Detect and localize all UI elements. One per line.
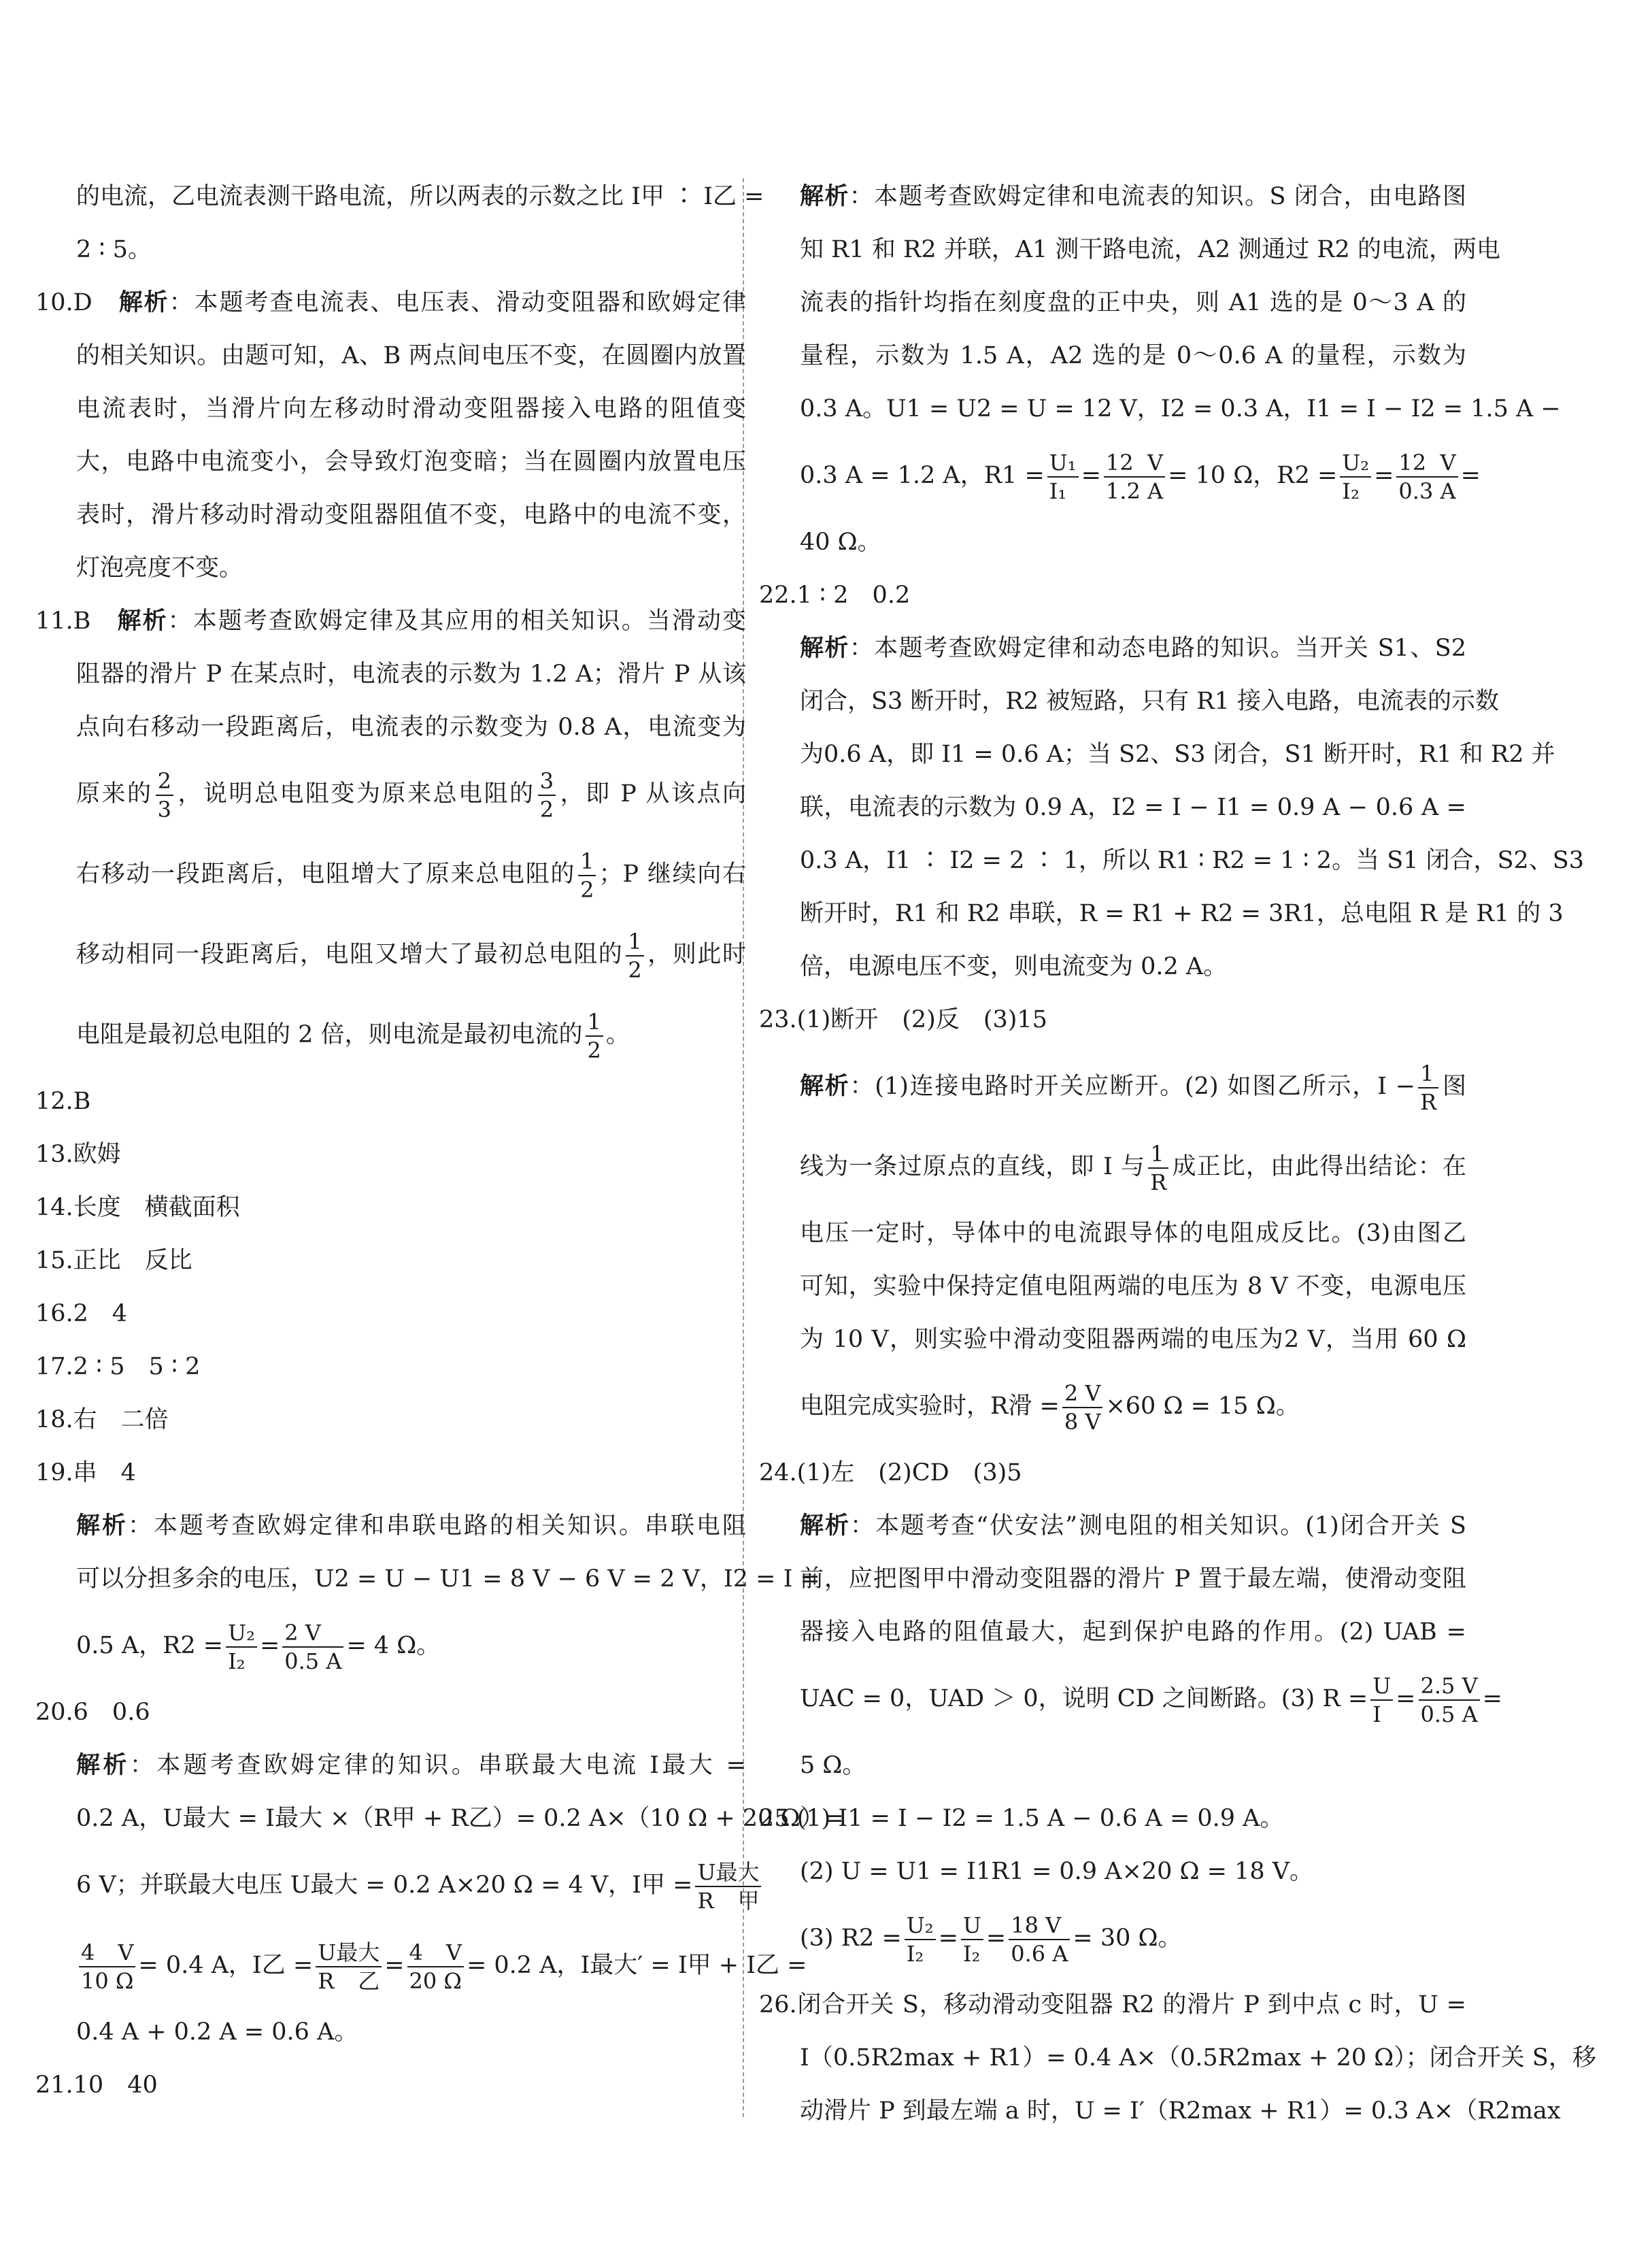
answer-25: 25.(1) I1 = I − I2 = 1.5 A − 0.6 A = 0.9 A。 [759, 1805, 1284, 1832]
fraction: $\frac{U}{I}$ [1370, 1672, 1393, 1728]
analysis-label: 解析 [76, 1512, 128, 1540]
text-line: 大，电路中电流变小，会导致灯泡变暗；当在圆圈内放置电压 [76, 448, 746, 476]
text-line: 线为一条过原点的直线，即 I 与 $\frac{1}{R}$ 成正比，由此得出结论：在 [800, 1140, 1466, 1195]
analysis-label: 解析 [800, 1512, 851, 1540]
answer-26: 26.闭合开关 S，移动滑动变阻器 R2 的滑片 P 到中点 c 时，U = [759, 1991, 1466, 2018]
fraction: $\frac{2 V}{8 V}$ [1062, 1380, 1103, 1435]
text-line: UAC = 0，UAD ＞ 0，说明 CD 之间断路。(3) R = $\frac{U}{I}$ = $\frac{2.5 V}{0.5 A}$ = [800, 1672, 1502, 1727]
text-line: 0.3 A。U1 = U2 = U = 12 V，I2 = 0.3 A，I1 = I − I2 = 1.5 A − [800, 395, 1561, 422]
text-line: 0.2 A，U最大 = I最大 ×（R甲 + R乙）= 0.2 A×（10 Ω + 20 Ω）= [76, 1805, 844, 1832]
fraction: $\frac{1}{2}$ [578, 848, 596, 903]
answer-13: 13.欧姆 [35, 1141, 121, 1168]
text-line: (3) R2 = $\frac{\text{U₂}}{\text{I₂}}$ = $\frac{U}{\text{I₂}}$ = $\frac{18 V}{0.6 A}$ = 30 Ω。 [800, 1912, 1182, 1967]
text-line: 倍，电源电压不变，则电流变为 0.2 A。 [800, 953, 1228, 980]
text-line: 解析：本题考查欧姆定律和动态电路的知识。当开关 S1、S2 [800, 634, 1466, 662]
right-column [759, 170, 1596, 2138]
answer-21: 21.10 40 [35, 2072, 158, 2099]
text-line: 的电流，乙电流表测干路电流，所以两表的示数之比 I甲 ∶ I乙 = [76, 183, 764, 210]
fraction: $\frac{3}{2}$ [538, 767, 556, 823]
text-line: 灯泡亮度不变。 [76, 554, 243, 582]
text-line: $\frac{4 V}{10 \Omega}$ = 0.4 A，I乙 = $\frac{\text{U最大}}{\text{R乙}}$ = $\frac{4 V}{20 \Omega}$ = 0.2 A，I最大′ = I甲 + I乙 = [35, 1925, 746, 2006]
text-line: 点向右移动一段距离后，电流表的示数变为 0.8 A，电流变为 [76, 714, 746, 741]
text-line: 电阻是最初总电阻的 2 倍，则电流是最初电流的 $\frac{1}{2}$ 。 [76, 1008, 630, 1063]
text-line: (2) U = U1 = I1R1 = 0.9 A×20 Ω = 18 V。 [800, 1858, 1313, 1885]
text-line: 0.3 A，I1 ∶ I2 = 2 ∶ 1，所以 R1 ∶ R2 = 1 ∶ 2。当 S1 闭合，S2、S3 [800, 847, 1585, 874]
text-line: 解析：本题考查欧姆定律的知识。串联最大电流 I最大 = [76, 1751, 746, 1779]
text-line: 电压一定时，导体中的电流跟导体的电阻成反比。(3)由图乙 [800, 1220, 1466, 1247]
text-line: 2 ∶ 5。 [76, 236, 152, 263]
text-line: 的相关知识。由题可知，A、B 两点间电压不变，在圆圈内放置 [76, 342, 746, 369]
text-line: 电流表时，当滑片向左移动时滑动变阻器接入电路的阻值变 [76, 395, 746, 422]
analysis-label: 解析 [117, 607, 168, 635]
answer-24: 24.(1)左 (2)CD (3)5 [759, 1459, 1022, 1486]
text-line: 闭合，S3 断开时，R2 被短路，只有 R1 接入电路，电流表的示数 [800, 688, 1499, 715]
analysis-label: 解析 [800, 634, 849, 662]
text-line: 40 Ω。 [800, 529, 881, 556]
text-line: 移动相同一段距离后，电阻又增大了最初总电阻的 $\frac{1}{2}$ ，则此时 [76, 928, 746, 983]
text-line: 解析：本题考查“伏安法”测电阻的相关知识。(1)闭合开关 S [800, 1512, 1466, 1540]
text-line: 解析：本题考查欧姆定律和电流表的知识。S 闭合，由电路图 [800, 182, 1466, 210]
fraction: $\frac{U}{\text{I₂}}$ [961, 1912, 983, 1967]
text-line: 0.5 A，R2 = $\frac{\text{U₂}}{\text{I₂}}$ = $\frac{2 V}{0.5 A}$ = 4 Ω。 [76, 1619, 441, 1674]
text-line: 断开时，R1 和 R2 串联，R = R1 + R2 = 3R1，总电阻 R 是 R1 的 3 [800, 900, 1564, 927]
text-line: 右移动一段距离后，电阻增大了原来总电阻的 $\frac{1}{2}$ ；P 继续向右 [76, 848, 746, 903]
fraction: $\frac{\text{U₁}}{\text{I₁}}$ [1047, 449, 1079, 505]
text-line: 可知，实验中保持定值电阻两端的电压为 8 V 不变，电源电压 [800, 1273, 1466, 1300]
answer-16: 16.2 4 [35, 1300, 128, 1327]
text-line: 5 Ω。 [800, 1752, 866, 1779]
fraction: $\frac{\text{U最大}}{\text{R乙}}$ [316, 1939, 382, 1995]
fraction: $\frac{1}{2}$ [626, 928, 643, 984]
analysis-label: 解析 [800, 182, 849, 210]
fraction: $\frac{1}{R}$ [1418, 1060, 1438, 1116]
fraction: $\frac{\text{U₂}}{\text{I₂}}$ [905, 1912, 936, 1967]
fraction: $\frac{2 V}{0.5 A}$ [282, 1619, 343, 1675]
fraction: $\frac{4 V}{10 \Omega}$ [79, 1939, 135, 1995]
answer-10: 10.D 解析：本题考查电流表、电压表、滑动变阻器和欧姆定律 [35, 288, 746, 316]
answer-18: 18.右 二倍 [35, 1406, 169, 1433]
fraction: $\frac{12 V}{0.3 A}$ [1396, 449, 1457, 505]
text-line: 表时，滑片移动时滑动变阻器阻值不变，电路中的电流不变， [76, 501, 746, 529]
analysis-label: 解析 [118, 288, 169, 316]
text-line: 为0.6 A，即 I1 = 0.6 A；当 S2、S3 闭合，S1 断开时，R1 和 R2 并 [800, 741, 1555, 768]
fraction: $\frac{1}{R}$ [1148, 1140, 1168, 1196]
text-line: I（0.5R2max + R1）= 0.4 A×（0.5R2max + 20 Ω）；闭合开关 S，移 [800, 2044, 1596, 2072]
fraction: $\frac{18 V}{0.6 A}$ [1009, 1912, 1070, 1967]
answer-23: 23.(1)断开 (2)反 (3)15 [759, 1006, 1047, 1033]
answer-15: 15.正比 反比 [35, 1247, 192, 1274]
answer-11: 11.B 解析：本题考查欧姆定律及其应用的相关知识。当滑动变 [35, 607, 746, 635]
text-line: 解析：本题考查欧姆定律和串联电路的相关知识。串联电阻 [76, 1512, 746, 1540]
fraction: $\frac{4 V}{20 \Omega}$ [407, 1939, 464, 1995]
text-line: 0.4 A + 0.2 A = 0.6 A。 [76, 2018, 358, 2046]
text-line: 流表的指针均指在刻度盘的正中央，则 A1 选的是 0～3 A 的 [800, 289, 1466, 316]
text-line: 6 V；并联最大电压 U最大 = 0.2 A×20 Ω = 4 V，I甲 = $\frac{\text{U最大}}{\text{R甲}}$ [35, 1845, 746, 1925]
text-line: 解析：(1)连接电路时开关应断开。(2) 如图乙所示，I − $\frac{1}{R}$ 图 [800, 1060, 1466, 1115]
text-line: 动滑片 P 到最左端 a 时，U = I′（R2max + R1）= 0.3 A×（R2max [800, 2097, 1561, 2125]
text-line: 联，电流表的示数为 0.9 A，I2 = I − I1 = 0.9 A − 0.6 A = [800, 794, 1466, 821]
answer-12: 12.B [35, 1088, 91, 1115]
fraction: $\frac{\text{U₂}}{\text{I₂}}$ [1340, 449, 1371, 505]
text-line: 量程，示数为 1.5 A，A2 选的是 0～0.6 A 的量程，示数为 [800, 342, 1466, 369]
text-line: 0.3 A = 1.2 A，R1 = $\frac{\text{U₁}}{\text{I₁}}$ = $\frac{12 V}{1.2 A}$ = 10 Ω，R2 = $\frac{\text{U₂}}{\text{I₂}}$ = $\frac{12 V}{0.3 A}$ = [800, 449, 1481, 504]
answer-20: 20.6 0.6 [35, 1699, 150, 1726]
answer-19: 19.串 4 [35, 1459, 136, 1486]
text-line: 器接入电路的阻值最大，起到保护电路的作用。(2) UAB = [800, 1618, 1466, 1646]
analysis-label: 解析 [76, 1751, 130, 1779]
text-line: 知 R1 和 R2 并联，A1 测干路电流，A2 测通过 R2 的电流，两电 [800, 236, 1500, 263]
text-line: 可以分担多余的电压，U2 = U − U1 = 8 V − 6 V = 2 V，I2 = I = [76, 1565, 820, 1593]
answer-14: 14.长度 横截面积 [35, 1194, 240, 1221]
fraction: $\frac{2.5 V}{0.5 A}$ [1419, 1672, 1480, 1728]
fraction: $\frac{\text{U最大}}{\text{R甲}}$ [695, 1859, 761, 1914]
answer-17: 17.2 ∶ 5 5 ∶ 2 [35, 1353, 201, 1380]
text-line: 阻器的滑片 P 在某点时，电流表的示数为 1.2 A；滑片 P 从该 [76, 661, 746, 688]
fraction: $\frac{\text{U₂}}{\text{I₂}}$ [226, 1619, 257, 1675]
text-line: 为 10 V，则实验中滑动变阻器两端的电压为2 V，当用 60 Ω [800, 1326, 1466, 1353]
answer-22: 22.1 ∶ 2 0.2 [759, 582, 911, 609]
analysis-label: 解析 [800, 1072, 850, 1100]
text-line: 原来的 $\frac{2}{3}$ ，说明总电阻变为原来总电阻的 $\frac{3}{2}$ ，即 P 从该点向 [76, 767, 746, 822]
text-line: 前，应把图甲中滑动变阻器的滑片 P 置于最左端，使滑动变阻 [800, 1565, 1466, 1593]
fraction: $\frac{2}{3}$ [156, 767, 173, 823]
text-line: 电阻完成实验时，R滑 = $\frac{2 V}{8 V}$ ×60 Ω = 15 Ω。 [800, 1380, 1300, 1435]
fraction: $\frac{1}{2}$ [586, 1008, 603, 1064]
fraction: $\frac{12 V}{1.2 A}$ [1104, 449, 1165, 505]
